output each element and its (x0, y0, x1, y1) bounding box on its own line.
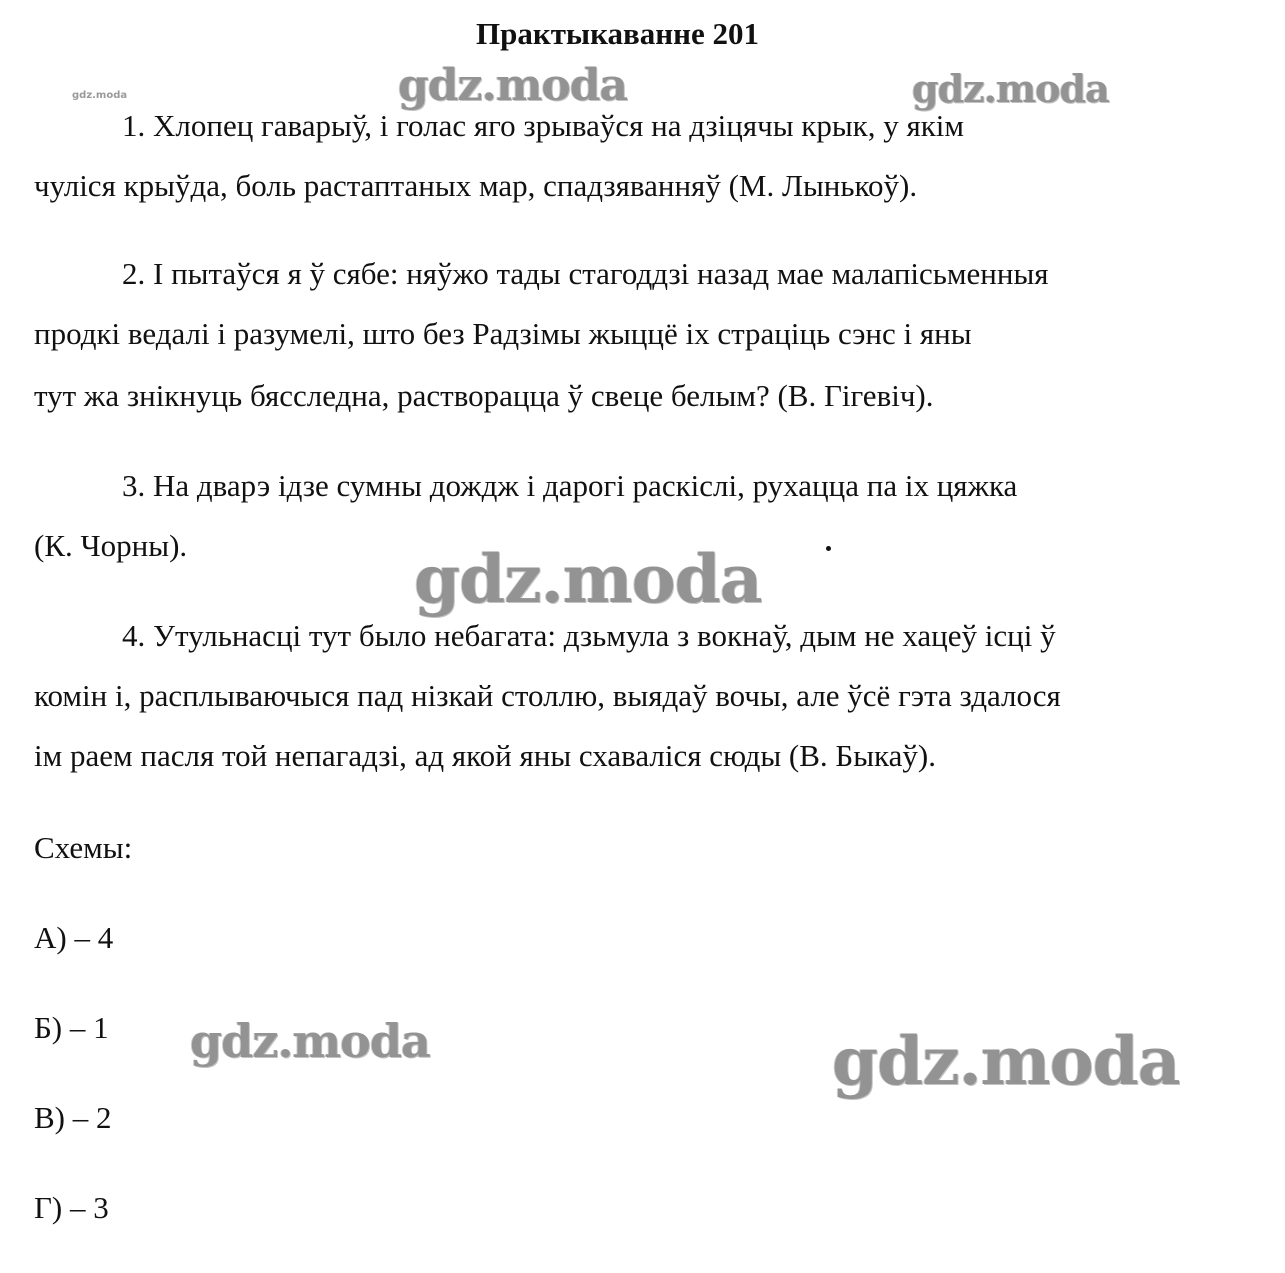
watermark-top-right: gdz.moda (912, 66, 1109, 111)
watermark-bottom-right: gdz.moda (832, 1022, 1180, 1100)
watermark-top-left: gdz.moda (398, 60, 628, 111)
paragraph-4-line-1: 4. Утульнасці тут было небагата: дзьмула з вокнаў, дым не хацеў ісці ў (122, 618, 1056, 653)
scheme-item-b: Б) – 1 (34, 1010, 109, 1045)
paragraph-2-line-2: продкі ведалі і разумелі, што без Радзімы жыццё іх страціць сэнс і яны (34, 316, 972, 351)
paragraph-4-line-3: ім раем пасля той непагадзі, ад якой яны схаваліся сюды (В. Быкаў). (34, 738, 936, 773)
watermark-center: gdz.moda (414, 540, 762, 618)
schemes-label: Схемы: (34, 830, 133, 865)
paragraph-4-line-2: комін і, расплываючыся пад нізкай столлю, выядаў вочы, але ўсё гэта здалося (34, 678, 1061, 713)
scheme-item-a: А) – 4 (34, 920, 114, 955)
watermark-bottom-left: gdz.moda (190, 1014, 430, 1068)
scheme-item-g: Г) – 3 (34, 1190, 109, 1225)
scheme-item-v: В) – 2 (34, 1100, 112, 1135)
paragraph-1-line-1: 1. Хлопец гаварыў, і голас яго зрываўся на дзіцячы крык, у якім (122, 108, 965, 143)
stray-dot (826, 546, 831, 551)
watermark-tiny: gdz.moda (72, 90, 128, 101)
paragraph-2-line-3: тут жа знікнуць бясследна, растворацца ў свеце белым? (В. Гігевіч). (34, 378, 934, 413)
paragraph-3-line-2: (К. Чорны). (34, 528, 188, 563)
paragraph-1-line-2: чуліся крыўда, боль растаптаных мар, спадзяванняў (М. Лынькоў). (34, 168, 918, 203)
page-title: Практыкаванне 201 (475, 16, 759, 51)
paragraph-2-line-1: 2. І пытаўся я ў сябе: няўжо тады стагоддзі назад мае малапісьменныя (122, 256, 1049, 291)
paragraph-3-line-1: 3. На дварэ ідзе сумны дождж і дарогі раскіслі, рухацца па іх цяжка (122, 468, 1018, 503)
